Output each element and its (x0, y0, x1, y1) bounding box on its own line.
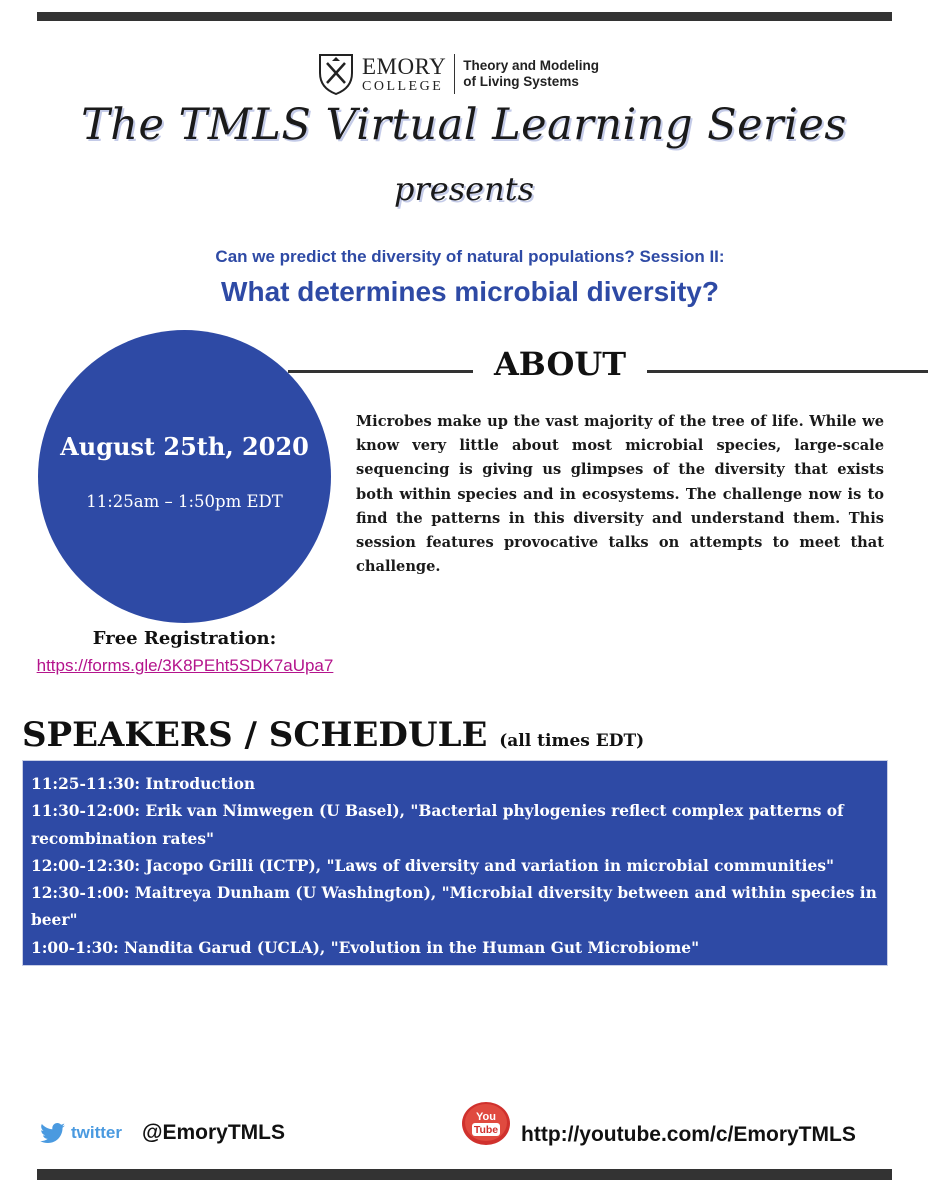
session-title: What determines microbial diversity? (221, 276, 719, 307)
emory-shield-icon (318, 53, 354, 95)
bottom-divider (37, 1169, 892, 1180)
schedule-item: 12:00-12:30: Jacopo Grilli (ICTP), "Laws of diversity and variation in microbial communities" (31, 856, 835, 875)
emory-tmls-logo (318, 53, 599, 95)
twitter-bird-icon (40, 1123, 66, 1143)
schedule-heading-text: SPEAKERS / SCHEDULE (22, 715, 488, 755)
schedule-list (22, 760, 888, 985)
twitter-contact[interactable] (40, 1121, 285, 1145)
registration-link[interactable]: https://forms.gle/3K8PEht5SDK7aUpa7 (36, 656, 334, 675)
top-divider (37, 12, 892, 21)
youtube-badge-you: You (476, 1111, 496, 1123)
youtube-badge-tube: Tube (473, 1124, 499, 1136)
twitter-wordmark: twitter (71, 1123, 122, 1142)
schedule-item: 11:30-12:00: Erik van Nimwegen (U Basel), "Bacterial phylogenies reflect complex patterns of recombination rates" (31, 802, 844, 848)
series-title: The TMLS Virtual Learning Series (81, 100, 847, 150)
registration-label: Free Registration: (92, 628, 277, 649)
program-name-line2: of Living Systems (463, 74, 579, 89)
schedule-heading (22, 715, 644, 755)
logo-separator (454, 54, 455, 94)
schedule-item: 11:25-11:30: Introduction (31, 775, 256, 793)
about-rule-left (288, 370, 473, 373)
about-heading: ABOUT (493, 345, 627, 383)
youtube-icon[interactable] (461, 1101, 511, 1146)
session-subtitle: Can we predict the diversity of natural populations? Session II: (215, 247, 725, 266)
event-date-circle (38, 330, 331, 623)
youtube-url[interactable]: http://youtube.com/c/EmoryTMLS (521, 1123, 856, 1146)
emory-text: EMORY (362, 53, 447, 79)
schedule-item: 1:00-1:30: Nandita Garud (UCLA), "Evolution in the Human Gut Microbiome" (31, 938, 700, 957)
schedule-timezone-note: (all times EDT) (499, 731, 645, 751)
program-name (463, 58, 599, 90)
about-rule-right (647, 370, 928, 373)
schedule-item: 1:30-1:50: Discussion (31, 966, 218, 985)
emory-college-wordmark (362, 55, 446, 94)
event-time: 11:25am – 1:50pm EDT (86, 492, 283, 511)
schedule-item: 12:30-1:00: Maitreya Dunham (U Washington), "Microbial diversity between and within species in beer" (31, 884, 877, 930)
twitter-handle: @EmoryTMLS (142, 1121, 285, 1144)
event-date: August 25th, 2020 (60, 432, 309, 461)
college-text: COLLEGE (362, 78, 444, 94)
program-name-line1: Theory and Modeling (463, 58, 600, 73)
about-description: Microbes make up the vast majority of the tree of life. While we know very little about most microbial species, large-scale sequencing is giving us glimpses of the diversity that exists both within species and in ecosystems. The challenge now is to find the patterns in this diversity and understand them. This session features provocative talks on attempts to meet that challenge. (356, 413, 884, 576)
presents-text: presents (394, 170, 534, 208)
